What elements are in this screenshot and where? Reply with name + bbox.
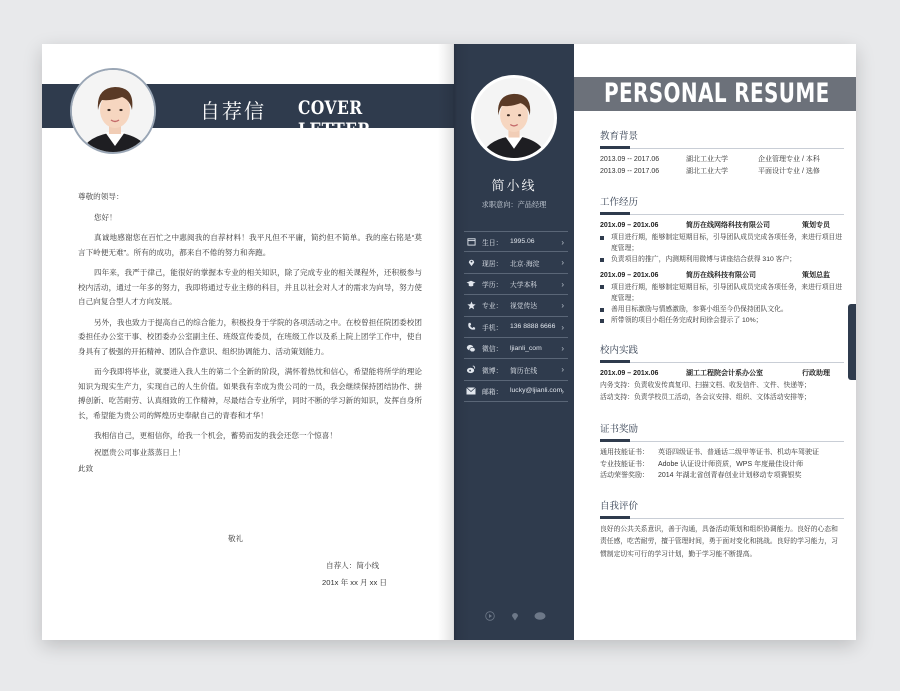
profile-info-list xyxy=(464,231,568,402)
section-divider xyxy=(600,212,844,215)
profile-item-major xyxy=(464,295,568,316)
profile-item-value: 视觉传达 xyxy=(510,303,538,311)
letter-paragraph: 四年来，我严于律己，能很好的掌握本专业的相关知识，除了完成专业的相关课程外，还积极参与校内活动，通过一年多的努力，我即将通过专业主修的科目，并且以社会对人才的需求为向导，努力使自己向复合型人才方向发展。 xyxy=(78,268,422,306)
section-title-self-eval: 自我评价 xyxy=(600,500,639,512)
profile-item-label: 邮箱： xyxy=(482,388,503,396)
job-role: 策划专员 xyxy=(802,222,830,229)
job-bullet xyxy=(600,232,844,254)
campus-line: 活动支持：负责学校员工活动，各会议安排、组织、文体活动安排等； xyxy=(600,393,811,401)
section-divider xyxy=(600,146,844,149)
location-icon xyxy=(466,258,476,268)
profile-item-label: 手机： xyxy=(482,324,503,332)
chevron-right-icon: › xyxy=(561,258,564,268)
phone-icon xyxy=(466,322,476,332)
profile-item-label: 微博： xyxy=(482,367,503,375)
resume-page xyxy=(454,44,856,640)
graduation-icon xyxy=(466,279,476,289)
award-label: 专业技能证书： xyxy=(600,460,649,468)
chevron-right-icon: › xyxy=(561,238,564,247)
page-edge-tab xyxy=(848,304,856,380)
section-divider xyxy=(600,360,844,363)
letter-paragraph: 祝愿贵公司事业蒸蒸日上！ xyxy=(93,447,186,457)
letter-salute: 敬礼 xyxy=(228,534,244,543)
section-divider xyxy=(600,439,844,442)
award-row xyxy=(600,470,844,482)
job-header xyxy=(600,270,844,282)
weibo-icon xyxy=(466,365,476,375)
award-row xyxy=(600,459,844,471)
chevron-right-icon: › xyxy=(561,365,564,375)
campus-role: 行政助理 xyxy=(802,370,830,378)
education-period: 2013.09 -- 2017.06 xyxy=(600,167,660,175)
job-period: 201x.09 – 201x.06 xyxy=(600,222,659,229)
job-bullet-text: 所带领的项目小组任务完成时间徐会提示了 10%； xyxy=(611,317,763,325)
letter-closing-word: 此致 xyxy=(78,464,94,473)
job-bullet-text: 项目进行期，能够制定短期目标，引导团队成员完成各项任务，来进行项目进度管理； xyxy=(611,283,843,302)
chat-bubble-icon xyxy=(534,610,546,622)
section-divider xyxy=(600,516,844,519)
education-school: 湖北工业大学 xyxy=(686,167,728,175)
job-company: 简历在线网络科技有限公司 xyxy=(686,222,770,229)
job-role: 策划总监 xyxy=(802,271,830,279)
letter-paragraph: 我相信自己，更相信你，给我一个机会，蓄势而发的我会还您一个惊喜！ xyxy=(93,431,337,440)
profile-item-email xyxy=(464,381,568,402)
profile-item-label: 微信： xyxy=(482,346,503,354)
profile-sidebar xyxy=(454,44,574,640)
cover-title-cn: 自荐信 xyxy=(200,99,266,123)
profile-name: 简小线 xyxy=(491,179,537,194)
profile-item-birthday xyxy=(464,231,568,252)
profile-item-label: 现居： xyxy=(482,260,503,268)
award-value: 英语四级证书、普通话二级甲等证书、机动车驾驶证 xyxy=(658,449,819,457)
star-icon xyxy=(466,300,476,310)
chevron-right-icon: › xyxy=(561,279,564,289)
campus-org: 湖工工程院会计系办公室 xyxy=(686,370,763,378)
award-value: 2014 年湖北省创青春创业计划移动专项赛银奖 xyxy=(658,472,802,480)
letter-hello: 您好！ xyxy=(93,212,117,222)
profile-item-phone xyxy=(464,317,568,338)
chevron-right-icon: › xyxy=(561,343,564,353)
job-header xyxy=(600,220,844,232)
profile-item-label: 专业： xyxy=(482,303,503,311)
job-period: 201x.09 – 201x.06 xyxy=(600,271,659,279)
letter-body xyxy=(78,190,422,483)
chevron-right-icon: › xyxy=(561,386,564,396)
self-eval-text: 良好的公共关系意识，善于沟通，具备活动策划和组织协调能力。良好的心态和责任感，吃苦耐劳，擅于管理时间，勇于面对变化和挑战。良好的学习能力，习惯制定切实可行的学习计划，勤于学习能不断提高。 xyxy=(600,525,838,558)
section-title-campus: 校内实践 xyxy=(600,345,639,357)
mail-icon xyxy=(466,386,476,396)
campus-header xyxy=(600,368,844,380)
education-school: 湖北工业大学 xyxy=(686,156,728,163)
profile-item-value: 北京·海淀 xyxy=(510,260,540,268)
resume-title: PERSONAL RESUME xyxy=(604,78,830,109)
letter-greeting: 尊敬的领导： xyxy=(78,192,124,201)
profile-item-value: 1995.06 xyxy=(510,238,535,246)
profile-item-value: 大学本科 xyxy=(510,281,538,289)
play-icon xyxy=(484,610,496,622)
job-bullet-text: 负责项目的推广，内测期利用微博与讲座结合获得 310 客户； xyxy=(611,256,797,264)
job-bullet xyxy=(600,315,844,326)
award-value: Adobe 认证设计师资质，WPS 年度最佳设计师 xyxy=(658,460,804,468)
profile-item-residence xyxy=(464,252,568,273)
job-bullet-text: 项目进行期，能够制定短期目标，引导团队成员完成各项任务，来进行项目进度管理； xyxy=(611,234,843,253)
education-major: 企业管理专业 / 本科 xyxy=(758,156,820,163)
sidebar-footer-icons xyxy=(484,610,546,622)
profile-item-value: ljianli_com xyxy=(510,344,542,352)
profile-item-label: 生日： xyxy=(482,239,503,247)
profile-item-value: lucky@ljianli.com xyxy=(510,387,563,395)
section-title-education: 教育背景 xyxy=(600,131,639,142)
resume-content xyxy=(600,128,844,561)
campus-line: 内务支持：负责收发传真复印、扫描文档、收发信件、文件、快递等； xyxy=(600,382,811,390)
job-bullet xyxy=(600,282,844,304)
section-title-awards: 证书奖励 xyxy=(600,424,639,436)
campus-period: 201x.09 – 201x.06 xyxy=(600,370,659,378)
letter-paragraph: 而今我即将毕业，就要进入我人生的第二个全新的阶段，满怀着热忱和信心，希望能将所学的理论知识为现实生产力，实现自己的人生价值。如果我有幸成为贵公司的一员，我会继续保持团结协作、拼搏创新、吃苦耐劳、认真细致的工作精神，尽最结合专业所学，同时不断的学习新的知识，发挥自身所长，希望能为贵公司的辉煌历史奉献自己的青春和才华！ xyxy=(78,367,422,420)
award-row xyxy=(600,447,844,459)
job-bullet-text: 善用目标激励与情感激励，参赛小组至今仍保持团队文化。 xyxy=(611,306,788,314)
education-row xyxy=(600,154,844,166)
cover-letter-page xyxy=(42,44,454,640)
letter-signer: 自荐人：简小线 xyxy=(326,561,380,570)
profile-item-value: 简历在线 xyxy=(510,367,538,375)
profile-item-value: 136 8888 6666 xyxy=(510,323,556,331)
job-company: 简历在线科技有限公司 xyxy=(686,271,756,279)
letter-date: 201x 年 xx 月 xx 日 xyxy=(322,578,387,587)
section-title-work: 工作经历 xyxy=(600,197,639,208)
chevron-right-icon: › xyxy=(561,322,564,332)
resume-booklet xyxy=(42,44,856,640)
wechat-icon xyxy=(466,343,476,353)
education-row xyxy=(600,166,844,178)
calendar-icon xyxy=(466,237,476,247)
job-bullet xyxy=(600,254,844,265)
chevron-right-icon: › xyxy=(561,301,564,311)
letter-paragraph: 真诚地感谢您在百忙之中惠阅我的自荐材料！我平凡但不平庸，简约但不简单。我的座右铭是“莫言下岭便无难”。所有的成功，都来自不倦的努力和奔跑。 xyxy=(78,233,422,257)
award-label: 通用技能证书： xyxy=(600,449,649,457)
profile-item-label: 学历： xyxy=(482,281,503,289)
job-bullet xyxy=(600,304,844,315)
education-period: 2013.09 -- 2017.06 xyxy=(600,156,660,163)
award-label: 活动荣誉奖励： xyxy=(600,472,649,480)
cover-title-en: COVER LETTER xyxy=(298,97,371,141)
profile-avatar-photo xyxy=(471,75,557,161)
profile-item-wechat xyxy=(464,338,568,359)
letter-paragraph: 另外，我也致力于提高自己的综合能力，积极投身于学院的各项活动之中。在校曾担任院团委校团委担任办公室干事、校团委办公室副主任、班级宣传委员，在班级工作以及系上院上团学工作中，使自身具有了极强的开拓精神、团队合作意识、组织协调能力、活动策划能力。 xyxy=(78,317,422,356)
education-major: 平面设计专业 / 选修 xyxy=(758,167,820,175)
cover-avatar-photo xyxy=(70,68,156,154)
profile-item-weibo xyxy=(464,359,568,380)
profile-item-education xyxy=(464,274,568,295)
location-pin-icon xyxy=(509,610,521,622)
profile-objective: 求职意向：产品经理 xyxy=(481,200,547,209)
